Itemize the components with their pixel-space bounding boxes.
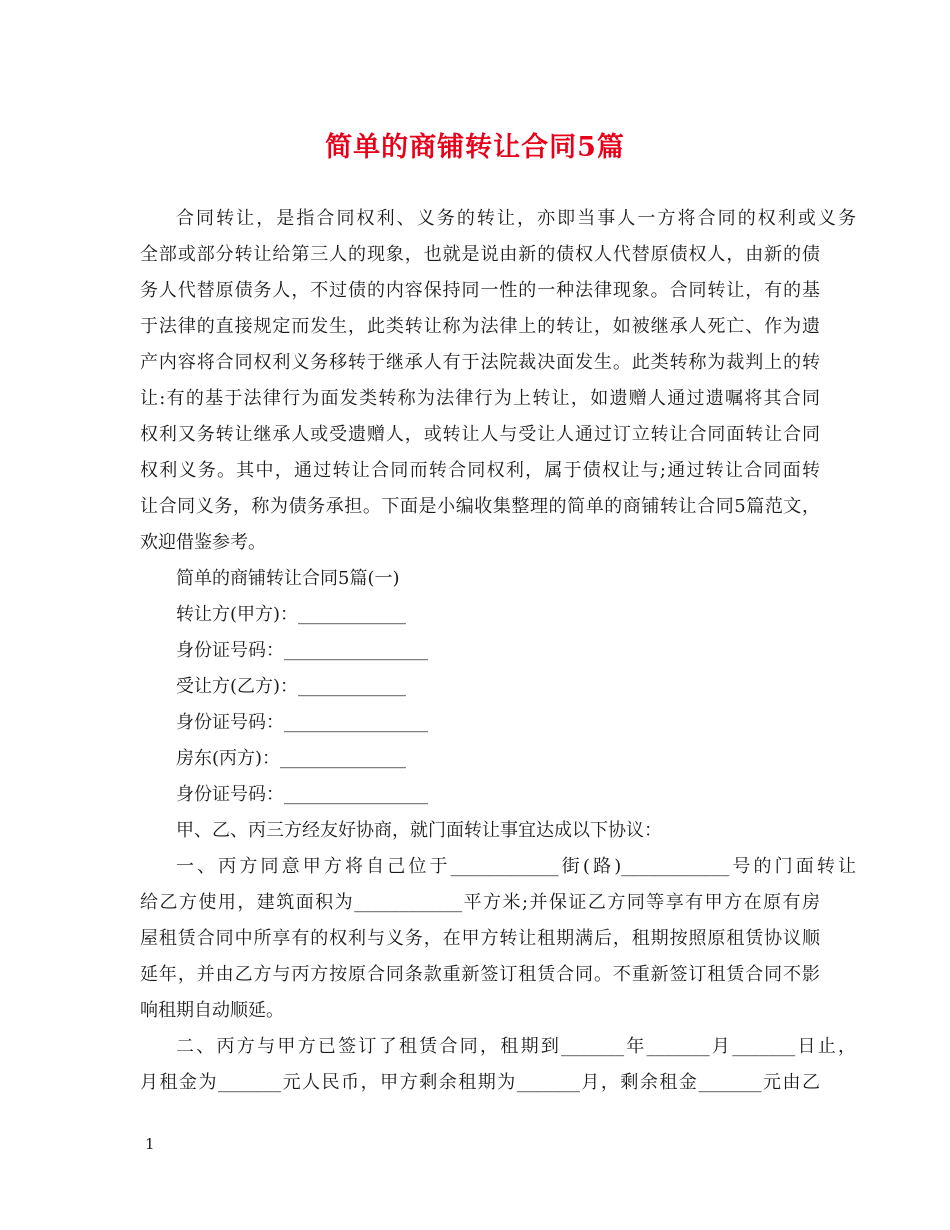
form-field-transferor: 转让方(甲方)：____________ xyxy=(176,604,407,625)
text-line: 二、丙方与甲方已签订了租赁合同，租期到_______年_______月_______日止， xyxy=(176,1036,856,1057)
form-field-id-number: 身份证号码：________________ xyxy=(176,640,428,661)
text-line: 于法律的直接规定而发生，此类转让称为法律上的转让，如被继承人死亡、作为遗 xyxy=(140,316,820,337)
text-line: 让:有的基于法律行为面发类转称为法律行为上转让，如遗赠人通过遗嘱将其合同 xyxy=(140,388,820,409)
text-line: 延年，并由乙方与丙方按原合同条款重新签订租赁合同。不重新签订租赁合同不影 xyxy=(140,964,820,985)
text-line: 屋租赁合同中所享有的权利与义务，在甲方转让租期满后，租期按照原租赁协议顺 xyxy=(140,928,820,949)
text-line: 让合同义务，称为债务承担。下面是小编收集整理的简单的商铺转让合同5篇范文， xyxy=(140,496,820,517)
text-line: 合同转让，是指合同权利、义务的转让，亦即当事人一方将合同的权利或义务 xyxy=(176,208,856,229)
text-line: 权利义务。其中，通过转让合同而转合同权利，属于债权让与;通过转让合同面转 xyxy=(140,460,820,481)
text-line: 给乙方使用，建筑面积为____________平方米;并保证乙方同等享有甲方在原有房 xyxy=(140,892,820,913)
text-line: 一、丙方同意甲方将自己位于____________街(路)____________号的门面转让 xyxy=(176,856,856,877)
text-line: 权利又务转让继承人或受遗赠人，或转让人与受让人通过订立转让合同面转让合同 xyxy=(140,424,820,445)
text-line: 响租期自动顺延。 xyxy=(140,1000,284,1021)
document-title: 简单的商铺转让合同5篇 xyxy=(325,132,625,163)
form-field-id-number: 身份证号码：________________ xyxy=(176,712,428,733)
form-field-landlord: 房东(丙方)：______________ xyxy=(176,748,407,769)
text-line: 欢迎借鉴参考。 xyxy=(140,532,266,553)
page-number: 1 xyxy=(145,1135,155,1153)
section-heading: 简单的商铺转让合同5篇(一) xyxy=(176,568,400,589)
text-line: 甲、乙、丙三方经友好协商，就门面转让事宜达成以下协议： xyxy=(176,820,662,841)
text-line: 月租金为_______元人民币，甲方剩余租期为_______月，剩余租金_______元由乙 xyxy=(140,1072,820,1093)
text-line: 全部或部分转让给第三人的现象，也就是说由新的债权人代替原债权人，由新的债 xyxy=(140,244,820,265)
form-field-id-number: 身份证号码：________________ xyxy=(176,784,428,805)
text-line: 务人代替原债务人，不过债的内容保持同一性的一种法律现象。合同转让，有的基 xyxy=(140,280,820,301)
form-field-transferee: 受让方(乙方)：____________ xyxy=(176,676,407,697)
text-line: 产内容将合同权利义务移转于继承人有于法院裁决面发生。此类转称为裁判上的转 xyxy=(140,352,820,373)
